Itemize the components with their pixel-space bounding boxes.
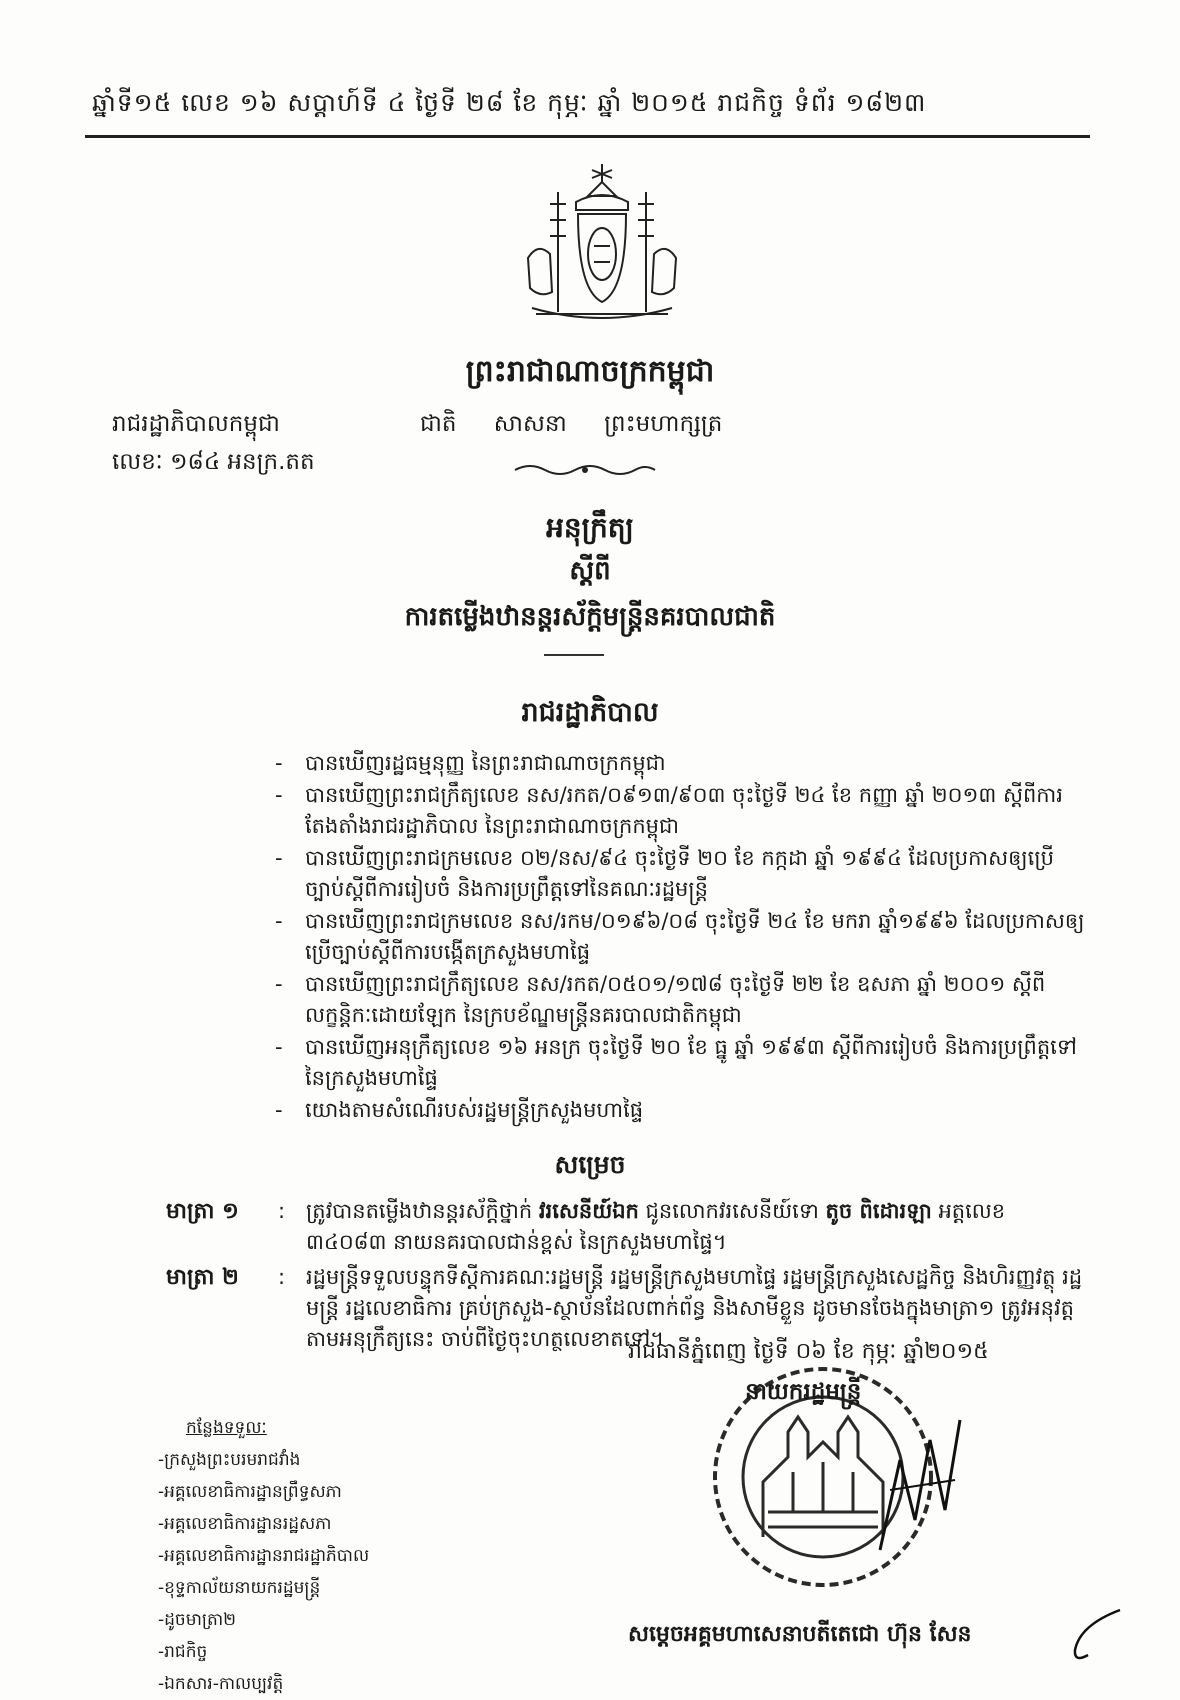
preamble-item: - បានឃើញអនុក្រឹត្យលេខ ១៦ អនក្រ ចុះថ្ងៃទី ២០ ខែ ធ្នូ ឆ្នាំ ១៩៩៣ ស្តីពីការរៀបចំ និងការប្រព្រឹត្តទៅ នៃក្រសួងមហាផ្ទៃ <box>275 1032 1085 1094</box>
header-rule <box>85 135 1090 138</box>
article-colon: : <box>278 1265 286 1289</box>
recipient-item: -រាជកិច្ច <box>158 1642 208 1662</box>
recipient-item: -អគ្គលេខាធិការដ្ឋានរដ្ឋសភា <box>158 1514 332 1534</box>
recipient-item: -ខុទ្ទកាល័យនាយករដ្ឋមន្ត្រី <box>158 1578 321 1598</box>
subject-underline <box>544 654 604 656</box>
article-label: មាត្រា ២ <box>166 1265 239 1290</box>
document-subject: ការតម្លើងឋានន្តរស័ក្តិមន្ត្រីនគរបាលជាតិ <box>404 602 776 632</box>
article-body <box>306 1196 1086 1258</box>
article-label: មាត្រា ១ <box>166 1199 239 1224</box>
preamble-item: - បានឃើញព្រះរាជក្រមលេខ នស/រកម/០១៩៦/០៨ ចុះថ្ងៃទី ២៤ ខែ មករា ឆ្នាំ១៩៩៦ ដែលប្រកាសឲ្យប្រើច្បាប់ស្តីពីការបង្កើតក្រសួងមហាផ្ទៃ <box>275 906 1085 968</box>
recipients-heading: កន្លែងទទួលៈ <box>186 1418 267 1438</box>
preamble-item: - បានឃើញព្រះរាជក្រឹត្យលេខ នស/រកត/០៩១៣/៩០៣ ចុះថ្ងៃទី ២៤ ខែ កញ្ញា ឆ្នាំ ២០១៣ ស្តីពីការតែងតាំងរាជរដ្ឋាភិបាល នៃព្រះរាជាណាចក្រកម្ពុជា <box>275 780 1085 842</box>
signing-date: រាជធានីភ្នំពេញ ថ្ងៃទី ០៦ ខែ កុម្ភៈ ឆ្នាំ២០១៥ <box>628 1339 989 1364</box>
recipient-item: -ឯកសារ-កាលប្បវត្តិ <box>158 1674 284 1694</box>
recipient-item: -អគ្គលេខាធិការដ្ឋានព្រឹទ្ធសភា <box>158 1482 342 1502</box>
preamble-item: - បានឃើញព្រះរាជក្រឹត្យលេខ នស/រកត/០៥០១/១៧៨ ចុះថ្ងៃទី ២២ ខែ ឧសភា ឆ្នាំ ២០០១ ស្តីពីលក្ខន្តិកៈដោយឡែក នៃក្របខ័ណ្ឌមន្ត្រីនគរបាលជាតិកម្ពុជា <box>275 969 1085 1031</box>
preamble-item: - យោងតាមសំណើរបស់រដ្ឋមន្ត្រីក្រសួងមហាផ្ទៃ <box>275 1095 1085 1126</box>
promoted-rank: វរសេនីយ៍ឯក <box>538 1199 639 1223</box>
recipient-item: -ក្រសួងព្រះបរមរាជវាំង <box>158 1450 301 1470</box>
preamble-item: - បានឃើញព្រះរាជក្រមលេខ ០២/នស/៩៤ ចុះថ្ងៃទី ២០ ខែ កក្កដា ឆ្នាំ ១៩៩៤ ដែលប្រកាសឲ្យប្រើច្បាប់ស្តីពីការរៀបចំ និងការប្រព្រឹត្តទៅនៃគណៈរដ្ឋមន្ត្រី <box>275 843 1085 905</box>
article-text: ជូនលោកវរសេនីយ៍ទោ <box>638 1199 826 1223</box>
subject-prefix: ស្តីពី <box>569 556 611 586</box>
recipients-list <box>158 1412 369 1700</box>
recipient-item: -ដូចមាត្រា២ <box>158 1610 237 1630</box>
government-label: រាជរដ្ឋាភិបាលកម្ពុជា <box>112 411 280 437</box>
officer-name: តូច ពិដោរឡា <box>825 1199 932 1223</box>
preamble-heading: រាជរដ្ឋាភិបាល <box>521 697 659 728</box>
preamble-list <box>275 748 1085 1127</box>
signatory-name: សម្តេចអគ្គមហាសេនាបតីតេជោ ហ៊ុន សែន <box>628 1622 972 1647</box>
signature-flourish-icon <box>1060 1605 1130 1665</box>
article-colon: : <box>278 1199 286 1223</box>
preamble-item: - បានឃើញរដ្ឋធម្មនុញ្ញ នៃព្រះរាជាណាចក្រកម្ពុជា <box>275 748 1085 779</box>
decision-heading: សម្រេច <box>554 1150 626 1179</box>
document-type: អនុក្រឹត្យ <box>546 511 634 544</box>
article-text: ត្រូវបានតម្លើងឋានន្តរស័ក្តិថ្នាក់ <box>306 1199 539 1223</box>
article-text: អត្តលេខ ៣៤០៨៣ នាយនគរបាលជាន់ខ្ពស់ នៃក្រសួងមហាផ្ទៃ។ <box>306 1199 1006 1254</box>
reference-number: លេខៈ ១៨៤ អនក្រ.តត <box>112 449 315 475</box>
kingdom-title: ព្រះរាជាណាចក្រកម្ពុជា <box>465 354 715 389</box>
gazette-header: ឆ្នាំទី១៥ លេខ ១៦ សប្តាហ៍ទី ៤ ថ្ងៃទី ២៨ ខែ កុម្ភៈ ឆ្នាំ ២០១៥ រាជកិច្ច ទំព័រ ១៨២៣ <box>92 88 927 117</box>
national-motto: ជាតិ សាសនា ព្រះមហាក្សត្រ <box>420 411 723 437</box>
handwritten-signature-icon <box>860 1400 980 1560</box>
article-1 <box>166 1196 1086 1258</box>
article-body: រដ្ឋមន្ត្រីទទួលបន្ទុកទីស្តីការគណៈរដ្ឋមន្ត្រី រដ្ឋមន្ត្រីក្រសួងមហាផ្ទៃ រដ្ឋមន្ត្រីក្រសួងសេដ្ឋកិច្ច និងហិរញ្ញវត្ថុ រដ្ឋមន្ត្រី រដ្ឋលេខាធិការ គ្រប់ក្រសួង-ស្ថាប័នដែលពាក់ព័ន្ធ និងសាមីខ្លួន ដូចមានចែងក្នុងមាត្រា១ ត្រូវអនុវត្តតាមអនុក្រឹត្យនេះ ចាប់ពីថ្ងៃចុះហត្ថលេខាតទៅ។ <box>306 1265 1083 1351</box>
recipient-item: -អគ្គលេខាធិការដ្ឋានរាជរដ្ឋាភិបាល <box>158 1546 370 1566</box>
signatory-title: នាយករដ្ឋមន្ត្រី <box>745 1379 862 1405</box>
royal-coat-of-arms-icon <box>518 162 686 330</box>
ornament-divider-icon <box>510 460 660 480</box>
